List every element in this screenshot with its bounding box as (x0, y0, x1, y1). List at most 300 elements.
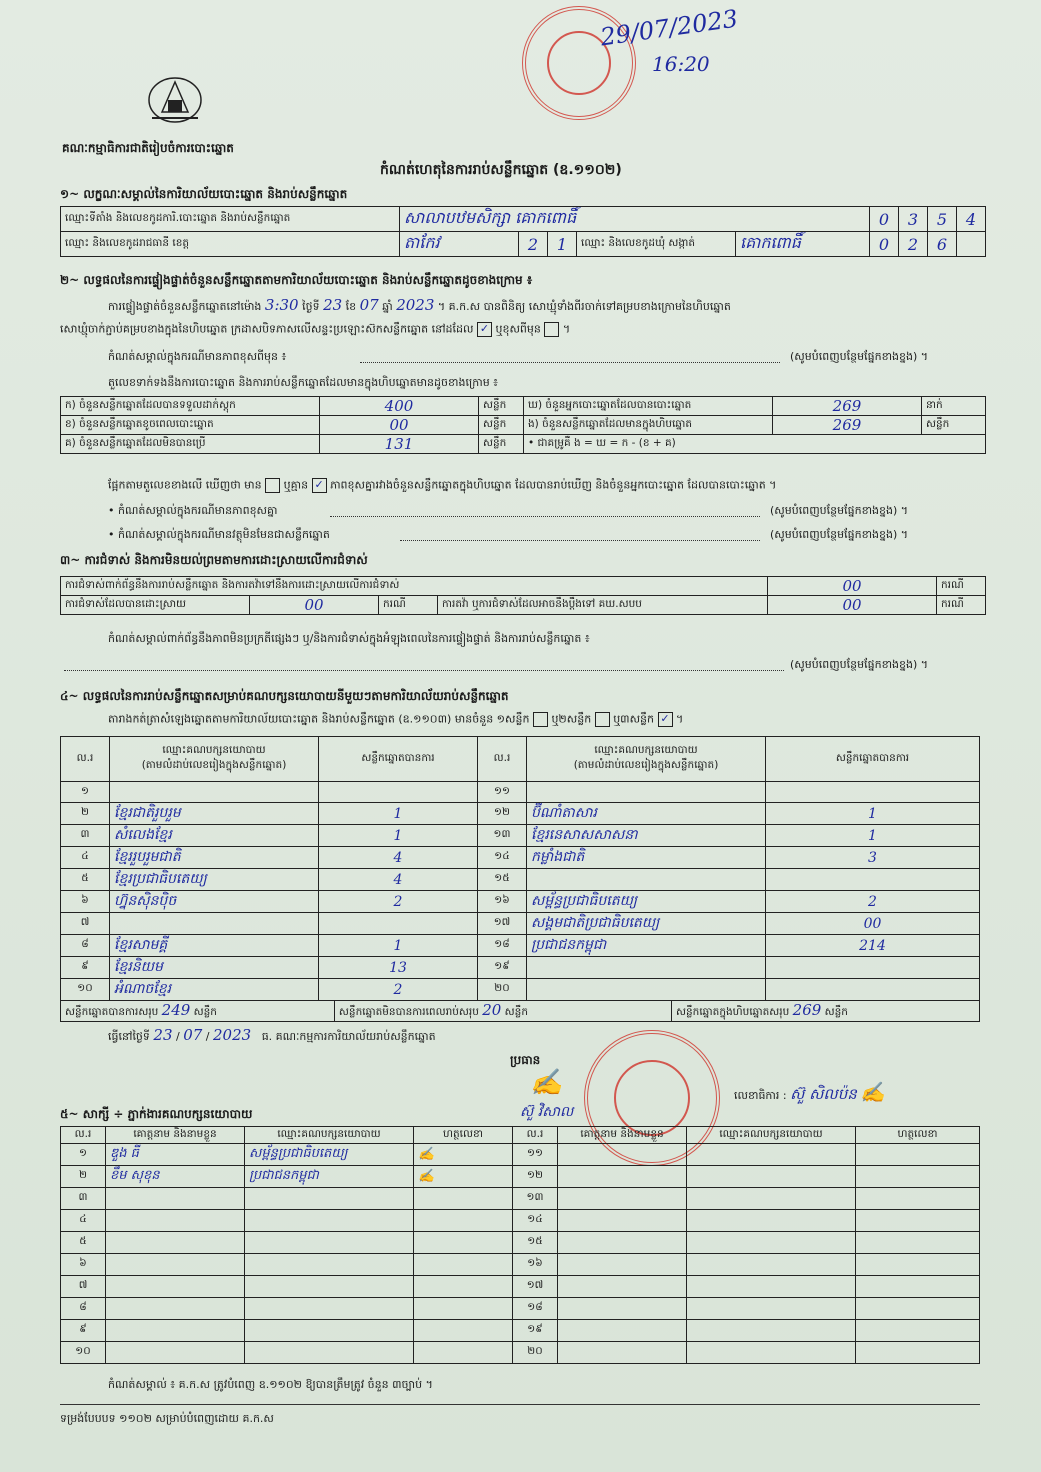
section2-figures-intro: តួលេខទាក់ទងនឹងការបោះឆ្នោត និងការរាប់សន្លឹកឆ្នោតដែលមានក្នុងហិបឆ្នោតមានដូចខាងក្រោម ៖ (108, 376, 499, 389)
witness-name: ឌួង ធី (106, 1144, 245, 1166)
witness-signature-icon (856, 1144, 980, 1166)
witness-signature-icon: ✍ (414, 1144, 513, 1166)
chair-signature-icon: ✍ (530, 1068, 563, 1098)
province-code-1: 2 (519, 232, 548, 257)
witness-party (245, 1320, 414, 1342)
has-difference-checkbox[interactable] (265, 478, 280, 493)
witness-row (61, 1298, 980, 1320)
tally-sheets-text: តារាងកត់ត្រាសំឡេងឆ្នោតតាមការិយាល័យបោះឆ្នោត និងរាប់សន្លឹកឆ្នោត (ឧ.១១០៣) មានចំនួន ១សន្លឹក (108, 712, 530, 726)
section3-heading: ៣~ ការជំទាស់ និងការមិនយល់ព្រមតាមការដោះស្រាយលើការជំទាស់ (60, 553, 368, 567)
witness-number: ១៩ (513, 1320, 558, 1342)
results-row (61, 957, 980, 979)
witness-party: ប្រជាជនកម្ពុជា (245, 1166, 414, 1188)
difference-note-label: កំណត់សម្គាល់ក្នុងករណីមានភាពខុសពីមុន ៖ (108, 350, 287, 363)
verify-rest: ។ គ.ក.ស បានពិនិត្យ សោឃ្មុំទាំងពីរចាក់ទៅគម្របខាងក្រោមនៃហិបឆ្នោត (437, 300, 731, 313)
box-total-cell (672, 1001, 980, 1022)
committee-label: ធ. គណៈកម្មការការិយាល័យរាប់សន្លឹកឆ្នោត (261, 1030, 436, 1043)
party-name (110, 913, 319, 935)
appeal-label: ការតវ៉ា ឬការជំទាស់ដែលអាចនឹងប្តឹងទៅ គឃ.សបប (438, 596, 768, 615)
party-name (527, 979, 766, 1001)
footer-divider (60, 1404, 980, 1405)
witness-party (245, 1210, 414, 1232)
witness-party (687, 1166, 856, 1188)
complaints-value: 00 (768, 577, 937, 596)
witness-number: ១៧ (513, 1276, 558, 1298)
party-votes (766, 979, 980, 1001)
party-votes: 1 (319, 825, 478, 847)
witness-name (558, 1342, 687, 1364)
witness-party (245, 1188, 414, 1210)
results-row (61, 803, 980, 825)
results-table (60, 736, 980, 1001)
witness-party (245, 1298, 414, 1320)
witness-signature-icon (856, 1166, 980, 1188)
party-votes: 13 (319, 957, 478, 979)
party-votes: 1 (766, 803, 980, 825)
party-name: ហ្វ៊ុនស៊ិនប៉ិច (110, 891, 319, 913)
party-votes (766, 782, 980, 803)
code-digit-2: 3 (899, 207, 928, 232)
province-value: តាកែវ (400, 232, 519, 257)
witness-name (558, 1166, 687, 1188)
same-checkbox[interactable]: ✓ (477, 322, 492, 337)
witness-signature-icon (414, 1188, 513, 1210)
witness-row (61, 1320, 980, 1342)
commune-code-3: 6 (928, 232, 957, 257)
witness-number: ២០ (513, 1342, 558, 1364)
month-label: ខែ (345, 300, 357, 313)
totals-table (60, 1000, 980, 1022)
party-number: ១៧ (478, 913, 527, 935)
witness-name (106, 1188, 245, 1210)
party-votes: 214 (766, 935, 980, 957)
witness-signature-icon (856, 1298, 980, 1320)
two-sheets-checkbox[interactable] (595, 712, 610, 727)
party-number: ៩ (61, 957, 110, 979)
party-number: ១២ (478, 803, 527, 825)
witness-number: ៣ (61, 1188, 106, 1210)
no-difference-label: ឬគ្មាន (283, 478, 309, 492)
witness-row (61, 1232, 980, 1254)
witness-party (245, 1232, 414, 1254)
in-box-unit: សន្លឹក (922, 416, 986, 435)
received-unit: សន្លឹក (479, 397, 524, 416)
party-number: ១០ (61, 979, 110, 1001)
witness-number: ១២ (513, 1166, 558, 1188)
seal-status-text: សោឃ្មុំចាក់ភ្ជាប់គម្របខាងក្នុងនៃហិបឆ្នោត ក្រដាសបិទភាសលើសន្ទះប្រឡោះស៊កសន្លឹកឆ្នោត នៅដដែល (60, 322, 474, 336)
witness-party (687, 1276, 856, 1298)
commune-code-2: 2 (899, 232, 928, 257)
valid-total-cell (61, 1001, 335, 1022)
witness-name (106, 1298, 245, 1320)
witness-number: ៤ (61, 1210, 106, 1232)
figures-row (61, 416, 986, 435)
section2-line2: សោឃ្មុំចាក់ភ្ជាប់គម្របខាងក្នុងនៃហិបឆ្នោត ក្រដាសបិទភាសលើសន្ទះប្រឡោះស៊កសន្លឹកឆ្នោត នៅដដែល ✓ ឬខុសពីមុន ។ (60, 322, 571, 336)
witness-name (558, 1298, 687, 1320)
note-fill-back: (សូមបំពេញបន្ថែមផ្នែកខាងខ្នង) ។ (790, 350, 929, 363)
resolved-value: 00 (250, 596, 379, 615)
section4-intro: តារាងកត់ត្រាសំឡេងឆ្នោតតាមការិយាល័យបោះឆ្នោត និងរាប់សន្លឹកឆ្នោត (ឧ.១១០៣) មានចំនួន ១សន្លឹក ឬ២សន្លឹក ឬ៣សន្លឹក ✓ ។ (108, 712, 684, 726)
witness-row (61, 1144, 980, 1166)
secretary-label: លេខាធិការ (734, 1089, 780, 1102)
party-number: ២ (61, 803, 110, 825)
results-row (61, 913, 980, 935)
party-name: សម្ព័ន្ធប្រជាធិបតេយ្យ (527, 891, 766, 913)
commune-value: គោកពោធិ៍ (736, 232, 870, 257)
witness-signature-icon (856, 1210, 980, 1232)
bullet-objects: • កំណត់សម្គាល់ក្នុងករណីមានវត្ថុមិនមែនជាសន្លឹកឆ្នោត (108, 528, 330, 541)
results-row (61, 825, 980, 847)
party-votes: 4 (319, 869, 478, 891)
results-col-party-left (110, 737, 319, 782)
spoiled-label: ខ) ចំនួនសន្លឹកឆ្នោតខូចពេលបោះឆ្នោត (61, 416, 320, 435)
party-number: ១១ (478, 782, 527, 803)
section1-table (60, 206, 986, 257)
location-label: ឈ្មោះទីតាំង និងលេខកូដការិ.បោះឆ្នោត និងរាប់សន្លឹកឆ្នោត (61, 207, 400, 232)
witness-name (106, 1232, 245, 1254)
witness-name (558, 1210, 687, 1232)
province-label: ឈ្មោះ និងលេខកូដរាជធានី ខេត្ត (61, 232, 400, 257)
commune-code-1: 0 (870, 232, 899, 257)
section2-note (108, 350, 286, 366)
party-name: ប៊ីណាំតាសារ (527, 803, 766, 825)
witness-party (687, 1188, 856, 1210)
done-date-label: ធ្វើនៅថ្ងៃទី (108, 1030, 150, 1043)
witness-col-name-left: គោត្តនាម និងនាមខ្លួន (106, 1127, 245, 1144)
bullet2-dotted-line (400, 540, 760, 541)
witness-party (245, 1254, 414, 1276)
witness-signature-icon (856, 1188, 980, 1210)
party-votes (766, 869, 980, 891)
party-votes: 3 (766, 847, 980, 869)
difference-rest: ភាពខុសគ្នារវាងចំនួនសន្លឹកឆ្នោតក្នុងហិបឆ្នោត ដែលបានរាប់ឃើញ និងចំនួនអ្នកបោះឆ្នោត ដែលបានបោះឆ្នោត ។ (330, 478, 777, 492)
witness-party (687, 1320, 856, 1342)
year-label: ឆ្នាំ (382, 300, 393, 313)
party-number: ៧ (61, 913, 110, 935)
party-name: ខ្មែរនិយម (110, 957, 319, 979)
witness-number: ១០ (61, 1342, 106, 1364)
results-col-no-left: ល.រ (61, 737, 110, 782)
witness-row (61, 1166, 980, 1188)
party-name (527, 957, 766, 979)
witness-signature-icon (414, 1254, 513, 1276)
party-number: ១៥ (478, 869, 527, 891)
valid-total-unit: សន្លឹក (193, 1006, 217, 1018)
resolved-unit: ករណី (379, 596, 438, 615)
voters-unit: នាក់ (922, 397, 986, 416)
witness-party (687, 1232, 856, 1254)
witness-signature-icon (414, 1232, 513, 1254)
no-difference-checkbox[interactable]: ✓ (312, 478, 327, 493)
invalid-total-label: សន្លឹកឆ្នោតមិនបានការពេលរាប់សរុប (338, 1006, 479, 1018)
party-votes: 00 (766, 913, 980, 935)
verify-year: 2023 (396, 296, 435, 314)
complaints-unit: ករណី (937, 577, 986, 596)
stamp-time: 16:20 (652, 52, 710, 76)
witness-name (106, 1342, 245, 1364)
stamp-date: 29/07/2023 (598, 4, 740, 52)
witness-signature-icon (856, 1254, 980, 1276)
witness-name (558, 1276, 687, 1298)
party-number: ១៤ (478, 847, 527, 869)
done-year: 2023 (213, 1026, 252, 1044)
witness-name (558, 1320, 687, 1342)
witness-signature-icon (414, 1298, 513, 1320)
form-footer: ទម្រង់បែបបទ ១១០២ សម្រាប់បំពេញដោយ គ.ក.ស (60, 1412, 274, 1425)
unused-value: 131 (320, 435, 479, 454)
party-number: ៣ (61, 825, 110, 847)
witness-number: ១៣ (513, 1188, 558, 1210)
results-col-party-title: ឈ្មោះគណបក្សនយោបាយ (162, 744, 266, 756)
code-digit-3: 5 (928, 207, 957, 232)
party-name: សំលេងខ្មែរ (110, 825, 319, 847)
witness-number: ៥ (61, 1232, 106, 1254)
witness-col-party-left: ឈ្មោះគណបក្សនយោបាយ (245, 1127, 414, 1144)
emblem-icon (140, 70, 210, 130)
appeal-unit: ករណី (937, 596, 986, 615)
witness-row (61, 1342, 980, 1364)
party-number: ១៣ (478, 825, 527, 847)
party-votes: 1 (766, 825, 980, 847)
witness-name (106, 1320, 245, 1342)
valid-total-value: 249 (161, 1001, 191, 1019)
agency-name: គណៈកម្មាធិការជាតិរៀបចំការបោះឆ្នោត (62, 141, 234, 155)
resolved-label: ការជំទាស់ដែលបានដោះស្រាយ (61, 596, 250, 615)
box-total-unit: សន្លឹក (824, 1006, 848, 1018)
party-name: ខ្មែរសាមគ្គី (110, 935, 319, 957)
witness-name: ខឹម សុខុន (106, 1166, 245, 1188)
secretary-line: លេខាធិការ : ស៊ួ សិលប៉ន ✍ (734, 1080, 886, 1104)
witness-name (106, 1254, 245, 1276)
chair-name: ស៊ួ វិសាល (520, 1104, 574, 1120)
party-number: ១៩ (478, 957, 527, 979)
figures-row (61, 397, 986, 416)
party-name (110, 782, 319, 803)
witness-number: ១៥ (513, 1232, 558, 1254)
box-total-value: 269 (792, 1001, 822, 1019)
spoiled-unit: សន្លឹក (479, 416, 524, 435)
section1-heading: ១~ លក្ខណៈសម្គាល់នៃការិយាល័យបោះឆ្នោត និងរាប់សន្លឹកឆ្នោត (60, 187, 348, 201)
results-row (61, 891, 980, 913)
witness-signature-icon (414, 1276, 513, 1298)
party-votes: 2 (766, 891, 980, 913)
party-name: ខ្មែរនេសាសសាសនា (527, 825, 766, 847)
witness-signature-icon (856, 1232, 980, 1254)
party-number: ១៨ (478, 935, 527, 957)
one-sheet-checkbox[interactable] (533, 712, 548, 727)
voters-label: ឃ) ចំនួនអ្នកបោះឆ្នោតដែលបានបោះឆ្នោត (524, 397, 773, 416)
box-total-label: សន្លឹកឆ្នោតក្នុងហិបឆ្នោតសរុប (676, 1006, 790, 1018)
different-label: ឬខុសពីមុន (495, 322, 541, 336)
witness-number: ៧ (61, 1276, 106, 1298)
witness-number: ៦ (61, 1254, 106, 1276)
party-number: ៤ (61, 847, 110, 869)
witness-signature-icon (856, 1276, 980, 1298)
complaints-label: ការជំទាស់ពាក់ព័ន្ធនឹងការរាប់សន្លឹកឆ្នោត និងការតវ៉ាទៅនឹងការដោះស្រាយលើការជំទាស់ (61, 577, 768, 596)
witness-name (106, 1276, 245, 1298)
witness-col-no-left: ល.រ (61, 1127, 106, 1144)
code-digit-1: 0 (870, 207, 899, 232)
witness-number: ៨ (61, 1298, 106, 1320)
witness-party (245, 1276, 414, 1298)
three-sheets-label: ឬ៣សន្លឹក (613, 712, 655, 726)
witness-party: សម្ព័ន្ធប្រជាធិបតេយ្យ (245, 1144, 414, 1166)
three-sheets-checkbox[interactable]: ✓ (658, 712, 673, 727)
location-value: សាលាបឋមសិក្សា គោកពោធិ៍ (400, 207, 870, 232)
witness-col-party-right: ឈ្មោះគណបក្សនយោបាយ (687, 1127, 856, 1144)
witness-col-no-right: ល.រ (513, 1127, 558, 1144)
note-dotted-line (360, 362, 780, 363)
party-name: សង្គមជាតិប្រជាធិបតេយ្យ (527, 913, 766, 935)
commune-label: ឈ្មោះ និងលេខកូដឃុំ សង្កាត់ (577, 232, 736, 257)
witness-signature-icon (414, 1320, 513, 1342)
party-name: កម្លាំងជាតិ (527, 847, 766, 869)
verify-time-label: ការផ្ទៀងផ្ទាត់ចំនួនសន្លឹកឆ្នោតនៅម៉ោង (108, 300, 262, 313)
witness-row (61, 1210, 980, 1232)
results-col-no-right: ល.រ (478, 737, 527, 782)
unused-unit: សន្លឹក (479, 435, 524, 454)
witness-name (106, 1210, 245, 1232)
results-row (61, 935, 980, 957)
witness-name (558, 1232, 687, 1254)
party-number: ១៦ (478, 891, 527, 913)
results-row (61, 979, 980, 1001)
section2-line1 (108, 296, 988, 316)
done-month: 07 (183, 1026, 203, 1044)
party-votes: 1 (319, 803, 478, 825)
witness-party (687, 1144, 856, 1166)
witness-col-name-right: គោត្តនាម និងនាមខ្លួន (558, 1127, 687, 1144)
bullet1-dotted-line (330, 516, 760, 517)
chair-title: ប្រធាន (510, 1053, 541, 1067)
section4-heading: ៤~ លទ្ធផលនៃការរាប់សន្លឹកឆ្នោតសម្រាប់គណបក្សនយោបាយនីមួយៗតាមការិយាល័យរាប់សន្លឹកឆ្នោត (60, 689, 509, 703)
results-body (61, 782, 980, 1001)
section3-note: កំណត់សម្គាល់ពាក់ព័ន្ធនឹងភាពមិនប្រក្រតីផ្សេងៗ ឬ/និងការជំទាស់ក្នុងអំឡុងពេលនៃការផ្ទៀងផ្ទាត់ និងការរាប់សន្លឹកឆ្នោត ៖ (108, 632, 590, 645)
results-col-party-sub: (តាមលំដាប់លេខរៀងក្នុងសន្លឹកឆ្នោត) (141, 759, 287, 771)
witness-signature-icon (414, 1210, 513, 1232)
witness-party (687, 1342, 856, 1364)
witness-col-sign-right: ហត្ថលេខា (856, 1127, 980, 1144)
witness-col-sign-left: ហត្ថលេខា (414, 1127, 513, 1144)
witness-number: ១ (61, 1144, 106, 1166)
witness-name (558, 1188, 687, 1210)
bullet1-fill-back: (សូមបំពេញបន្ថែមផ្នែកខាងខ្នង) ។ (770, 504, 909, 517)
spoiled-value: 00 (320, 416, 479, 435)
bullet2-fill-back: (សូមបំពេញបន្ថែមផ្នែកខាងខ្នង) ។ (770, 528, 909, 541)
party-votes (766, 957, 980, 979)
witness-name (558, 1254, 687, 1276)
party-number: ១ (61, 782, 110, 803)
party-votes (319, 913, 478, 935)
results-col-votes-left: សន្លឹកឆ្នោតបានការ (319, 737, 478, 782)
party-name: ខ្មែរជាតិរួបរួម (110, 803, 319, 825)
page-title: កំណត់ហេតុនៃការរាប់សន្លឹកឆ្នោត (ឧ.១១០២) (380, 162, 622, 178)
footnote: កំណត់សម្គាល់ ៖ គ.ក.ស ត្រូវបំពេញ ឧ.១១០២ ឱ្យបានត្រឹមត្រូវ ចំនួន ៣ច្បាប់ ។ (108, 1378, 433, 1391)
results-col-party-right (527, 737, 766, 782)
results-col-votes-right: សន្លឹកឆ្នោតបានការ (766, 737, 980, 782)
figures-row (61, 435, 986, 454)
appeal-value: 00 (768, 596, 937, 615)
witness-number: ១៨ (513, 1298, 558, 1320)
party-name: អំណាចខ្មែរ (110, 979, 319, 1001)
section2-heading: ២~ លទ្ធផលនៃការផ្ទៀងផ្ទាត់ចំនួនសន្លឹកឆ្នោតតាមការិយាល័យបោះឆ្នោត និងរាប់សន្លឹកឆ្នោតដូចខាងក្រោម ៖ (60, 273, 533, 287)
verify-day: 23 (323, 296, 343, 314)
valid-total-label: សន្លឹកឆ្នោតបានការសរុប (65, 1006, 159, 1018)
party-name: ខ្មែរប្រជាធិបតេយ្យ (110, 869, 319, 891)
party-name (527, 869, 766, 891)
party-name: ប្រជាជនកម្ពុជា (527, 935, 766, 957)
in-box-value: 269 (773, 416, 922, 435)
witness-party (687, 1210, 856, 1232)
received-value: 400 (320, 397, 479, 416)
done-day: 23 (153, 1026, 173, 1044)
witness-row (61, 1188, 980, 1210)
results-col-party-title: ឈ្មោះគណបក្សនយោបាយ (594, 744, 698, 756)
party-votes: 2 (319, 891, 478, 913)
section3-dotted-line (64, 670, 784, 671)
day-label: ថ្ងៃទី (302, 300, 320, 313)
party-number: ៦ (61, 891, 110, 913)
witness-table (60, 1126, 980, 1364)
different-checkbox[interactable] (544, 322, 559, 337)
witness-signature-icon (856, 1342, 980, 1364)
party-votes: 4 (319, 847, 478, 869)
party-number: ៨ (61, 935, 110, 957)
invalid-total-cell (334, 1001, 671, 1022)
party-number: ២០ (478, 979, 527, 1001)
formula-text: • ជាគម្រូគឺ ង = ឃ = ក - (ខ + គ) (524, 435, 986, 454)
witness-name (558, 1144, 687, 1166)
witness-party (687, 1254, 856, 1276)
witness-number: ១៤ (513, 1210, 558, 1232)
done-date-line: ធ្វើនៅថ្ងៃទី 23 / 07 / 2023 ធ. គណៈកម្មការការិយាល័យរាប់សន្លឹកឆ្នោត (108, 1026, 436, 1044)
witness-row (61, 1254, 980, 1276)
invalid-total-value: 20 (482, 1001, 502, 1019)
results-row (61, 847, 980, 869)
unused-label: គ) ចំនួនសន្លឹកឆ្នោតដែលមិនបានប្រើ (61, 435, 320, 454)
in-box-label: ង) ចំនួនសន្លឹកឆ្នោតដែលមានក្នុងហិបឆ្នោត (524, 416, 773, 435)
results-col-party-sub: (តាមលំដាប់លេខរៀងក្នុងសន្លឹកឆ្នោត) (573, 759, 719, 771)
two-sheets-label: ឬ២សន្លឹក (551, 712, 592, 726)
witness-signature-icon (414, 1342, 513, 1364)
witness-row (61, 1276, 980, 1298)
witness-party (245, 1342, 414, 1364)
witness-number: ៩ (61, 1320, 106, 1342)
witness-number: ២ (61, 1166, 106, 1188)
bullet-difference: • កំណត់សម្គាល់ក្នុងករណីមានភាពខុសគ្នា (108, 504, 278, 517)
difference-text: ផ្អែកតាមតួលេខខាងលើ ឃើញថា មាន (108, 478, 262, 492)
section5-heading: ៥~ សាក្សី ÷ ភ្នាក់ងារគណបក្សនយោបាយ (60, 1107, 253, 1121)
secretary-name: ស៊ួ សិលប៉ន (790, 1085, 857, 1103)
figures-table (60, 396, 986, 454)
party-votes: 2 (319, 979, 478, 1001)
received-label: ក) ចំនួនសន្លឹកឆ្នោតដែលបានទទួលដាក់ស្តុក (61, 397, 320, 416)
witness-number: ១៦ (513, 1254, 558, 1276)
secretary-signature-icon: ✍ (860, 1080, 886, 1104)
witness-signature-icon (856, 1320, 980, 1342)
section3-fill-back: (សូមបំពេញបន្ថែមផ្នែកខាងខ្នង) ។ (790, 658, 929, 671)
witness-number: ១១ (513, 1144, 558, 1166)
invalid-total-unit: សន្លឹក (504, 1006, 528, 1018)
code-digit-4: 4 (957, 207, 986, 232)
verify-month: 07 (359, 296, 379, 314)
results-row (61, 869, 980, 891)
witness-body (61, 1144, 980, 1364)
party-name (527, 782, 766, 803)
difference-line (108, 478, 776, 495)
voters-value: 269 (773, 397, 922, 416)
verify-time: 3:30 (264, 296, 299, 314)
